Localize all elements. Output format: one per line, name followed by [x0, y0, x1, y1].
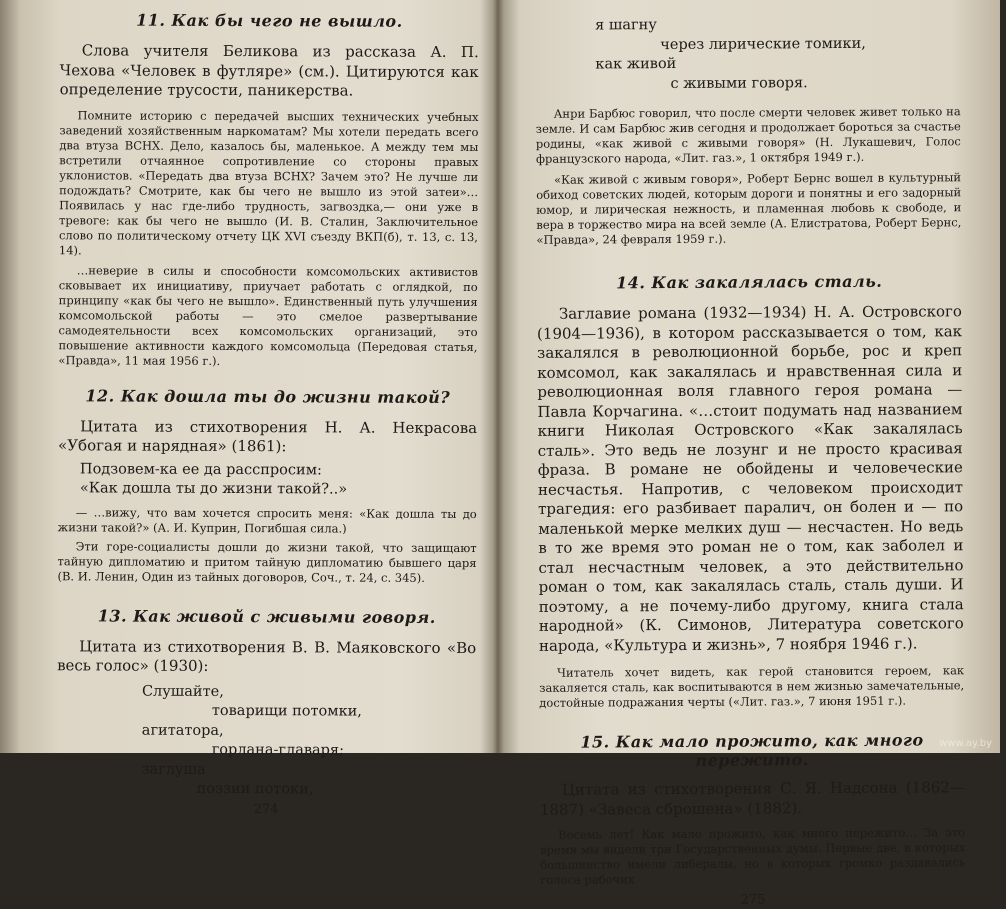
verse-line: Подзовем-ка ее да расспросим: [79, 460, 322, 478]
verse-line: агитатора, [141, 722, 224, 739]
section-15-title: 15. Как мало прожито, как много пережито. [580, 730, 924, 770]
watermark: www.ay.by [939, 738, 992, 749]
page-number-right: 275 [740, 892, 766, 908]
section-13-quote-2: «Как живой с живым говоря», Роберт Бернс вошел в культурный обиход советских людей, которым дороги и понятны и его задорный юмор, и лирическая нежность, и пламенная любовь к свободе, и вера в торжество мира на всей земле (А. Елистратова, Роберт Бернс, «Правда», 24 февраля 1959 г.). [536, 170, 962, 247]
page-number-left: 274 [253, 801, 279, 817]
section-14-quote: Читатель хочет видеть, как герой становится героем, как закаляется сталь, как воспитываются в нем жизнью замечательные, достойные подражания черты («Лит. газ.», 7 июня 1951 г.). [539, 663, 965, 710]
verse-line: я шагну [595, 17, 657, 34]
section-11-quote-1: Помните историю с передачей высших технических учебных заведений хозяйственным наркоматам? Мы хотели передать всего два втуза ВСНХ. Дело, казалось бы, маленькое. А между тем мы встретили отчаянное сопротивление со стороны правых уклонистов. «Передать два втуза ВСНХ? Зачем это? Не лучше ли подождать? Смотрите, как бы чего не вышло из этой затеи»… Появилась у нас где-либо трудность, загвоздка,— они уже в тревоге: как бы чего не вышло (И. В. Сталин, Заключительное слово по политическому отчету ЦК XVI съезду ВКП(б), т. 13, с. 13, 14). [58, 107, 479, 257]
verse-line: горлана-главаря; [211, 741, 345, 759]
verse-line: Слушайте, [141, 683, 224, 700]
section-12-body: Цитата из стихотворения Н. А. Некрасова «Убогая и нарядная» (1861): [58, 416, 478, 456]
section-14-title: 14. Как закалялась сталь. [616, 271, 883, 293]
verse-line: с живыми говоря. [670, 74, 808, 92]
section-15-body: Цитата из стихотворения С. Я. Надсона (1862—1887) «Завеса сброшена» (1882). [539, 778, 965, 819]
section-12-title: 12. Как дошла ты до жизни такой? [85, 385, 451, 407]
right-page [505, 0, 1005, 908]
verse-line: товарищи потомки, [211, 702, 362, 720]
section-11-quote-2: …неверие в силы и способности комсомольских активистов сковывает их инициативу, приучает работать с оглядкой, по принципу «как бы чего не вышло». Единственный путь улучшения комсомольской работы — это смелое развертывание самодеятельности всех комсомольских организаций, это повышение активности каждого комсомольца (Передовая статья, «Правда», 11 мая 1956 г.). [58, 262, 478, 368]
section-13-body: Цитата из стихотворения В. В. Маяковского «Во весь голос» (1930): [57, 636, 477, 675]
section-12-verse [58, 460, 477, 501]
verse-line: заглуша [141, 761, 206, 778]
section-15-quote: Восемь лет! Как мало прожито, как много пережито… За это время мы видели три Государственных думы. Первые две, в которых большинство имели либералы, но в которых громко раздавались голоса рабочих [540, 825, 966, 887]
section-11-body: Слова учителя Беликова из рассказа А. П. Чехова «Человек в футляре» (см.). Цитируются как определение трусости, паникерства. [59, 41, 479, 100]
section-14-body: Заглавие романа (1932—1934) Н. А. Островского (1904—1936), в котором рассказывается о том, как закалялся в революционной борьбе, рос и креп комсомол, как закалялась и нравственная сила и революционная воля главного героя романа — Павла Корчагина. «…стоит подумать над названием книги Николая Островского «Как закалялась сталь». Это ведь не лозунг и не просто красивая фраза. В романе не обойдены и человеческие несчастья. Напротив, с человеком происходит трагедия: его разбивает паралич, он болен и — по маленькой мерке мелких душ — несчастен. Но ведь в то же время это роман не о том, как заболел и стал несчастным человек, а это действительно роман о том, как закалялась сталь, сталь души. И поэтому, а не почему-либо другому, книга стала народной» (К. Симонов, Литература советского народа, «Культура и жизнь», 7 ноября 1946 г.). [536, 302, 964, 655]
section-13-quote-1: Анри Барбюс говорил, что после смерти человек живет только на земле. И сам Барбюс жив сегодня и продолжает бороться за счастье родины, «как живой с живыми говоря» (Н. Лукашевич, Голос французского народа, «Лит. газ.», 1 октября 1949 г.). [535, 104, 961, 166]
verse-line: через лирические томики, [660, 35, 866, 53]
section-12-quote-1: — …вижу, что вам хочется спросить меня: «Как дошла ты до жизни такой?» (А. И. Куприн, Погибшая сила.) [57, 504, 477, 536]
section-11-title: 11. Как бы чего не вышло. [136, 10, 403, 31]
section-12-quote-2: Эти горе-социалисты дошли до жизни такой, что защищают тайную дипломатию и притом тайную дипломатию бывшего царя (В. И. Ленин, Один из тайных договоров, Соч., т. 24, с. 345). [57, 538, 477, 585]
section-13-verse [57, 682, 477, 801]
verse-line: поэзии потоки, [196, 780, 314, 798]
verse-line: «Как дошла ты до жизни такой?..» [79, 480, 348, 498]
section-13-verse-continued [535, 14, 960, 95]
left-page [0, 0, 495, 817]
verse-line: как живой [595, 55, 677, 73]
section-13-title: 13. Как живой с живыми говоря. [97, 605, 436, 627]
